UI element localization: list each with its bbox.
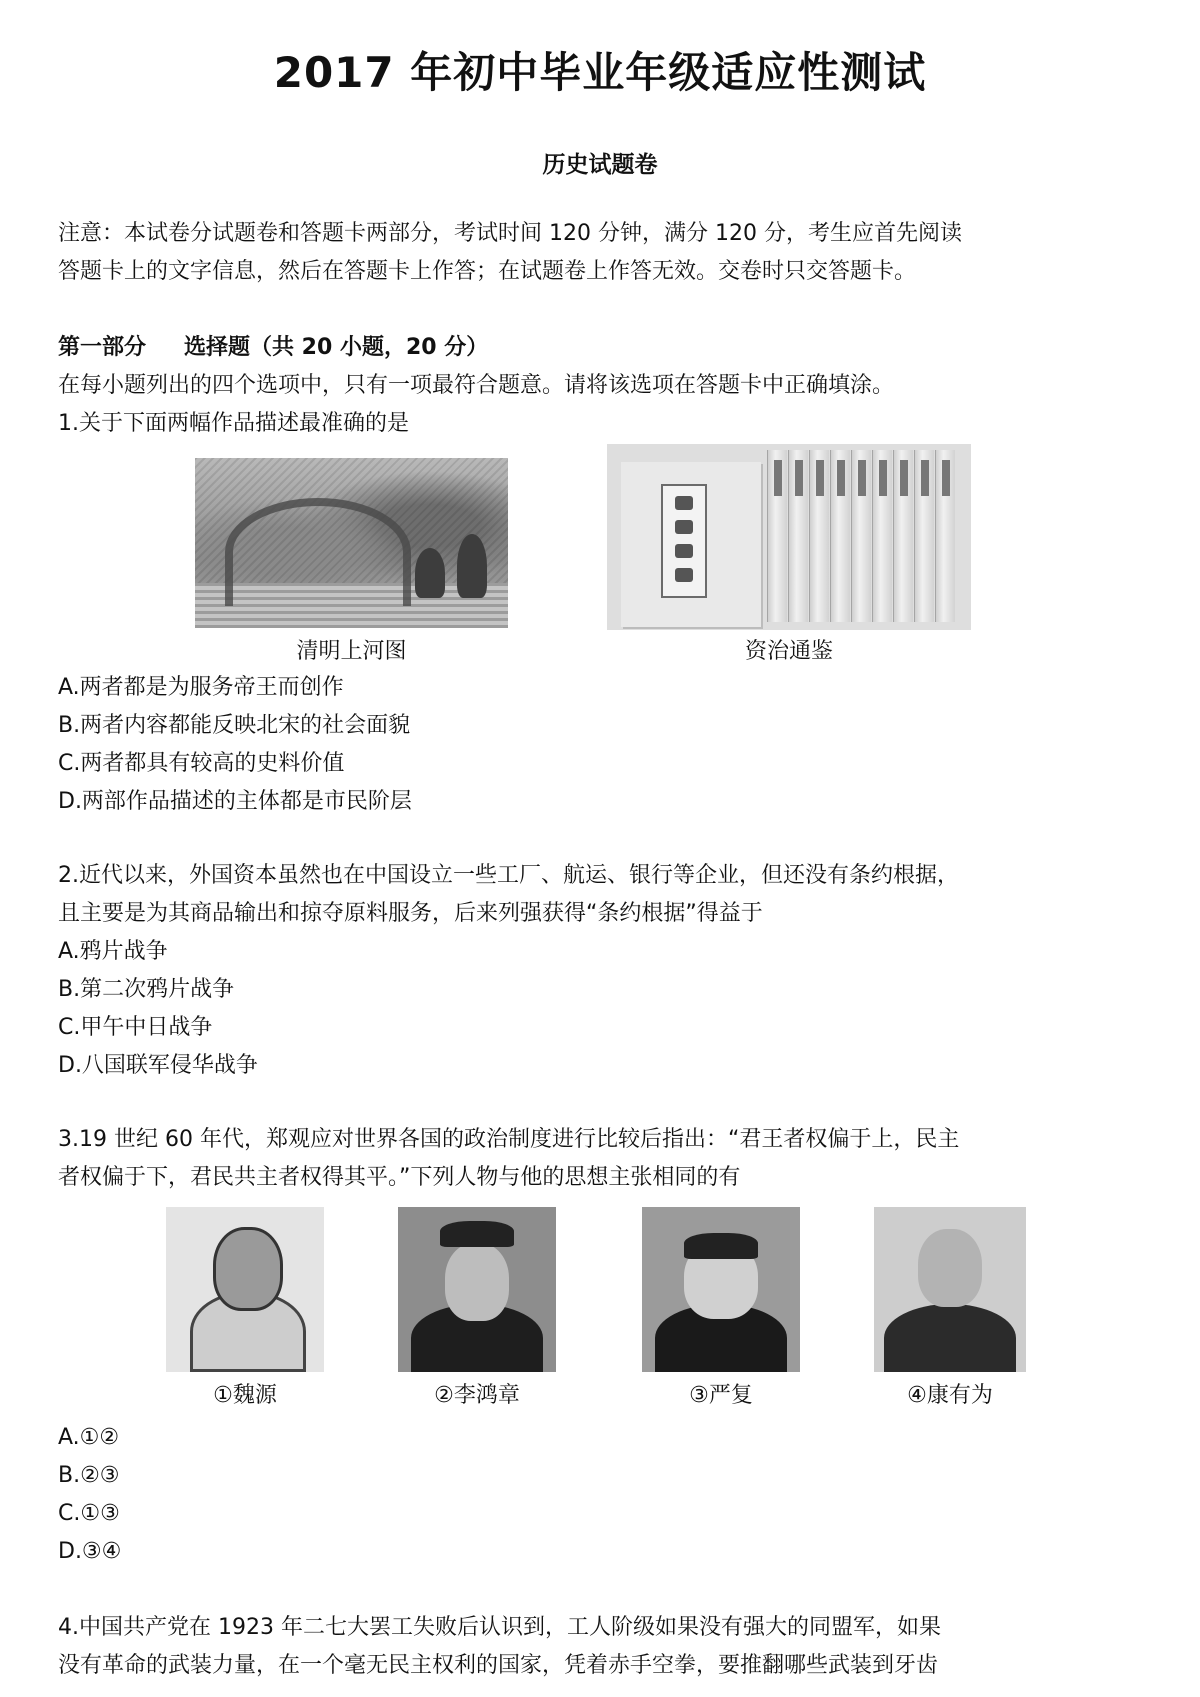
portrait-kang-youwei-image [874, 1207, 1026, 1372]
portrait-hat [684, 1233, 758, 1259]
image-caption: 清明上河图 [296, 639, 407, 664]
portrait-head [445, 1243, 509, 1321]
portrait-body [884, 1304, 1016, 1372]
section-part: 第一部分 [58, 335, 147, 360]
option-a: A.鸦片战争 [58, 939, 168, 964]
question-2-stem-line-1: 2.近代以来，外国资本虽然也在中国设立一些工厂、航运、银行等企业，但还没有条约根据， [58, 863, 959, 888]
image-caption: ①魏源 [213, 1383, 277, 1408]
tree-shape [415, 548, 445, 598]
image-caption: ②李鸿章 [434, 1383, 520, 1408]
option-b: B.两者内容都能反映北宋的社会面貌 [58, 713, 411, 738]
book-title-label [661, 484, 707, 598]
book-cover [621, 462, 761, 627]
notice-line-1: 注意：本试卷分试题卷和答题卡两部分，考试时间 120 分钟，满分 120 分，考生应首先阅读 [58, 221, 962, 246]
qingming-painting-image [195, 458, 508, 628]
option-d: D.八国联军侵华战争 [58, 1053, 258, 1078]
option-d: D.两部作品描述的主体都是市民阶层 [58, 789, 412, 814]
option-b: B.第二次鸦片战争 [58, 977, 235, 1002]
bridge-shape [225, 498, 411, 606]
book-spine [830, 450, 850, 622]
image-caption: ③严复 [689, 1383, 753, 1408]
option-b: B.②③ [58, 1463, 120, 1488]
portrait-wei-yuan-image [166, 1207, 324, 1372]
image-caption: ④康有为 [907, 1383, 993, 1408]
portrait-li-hongzhang-image [398, 1207, 556, 1372]
portrait-head [213, 1227, 283, 1311]
section-instruction: 在每小题列出的四个选项中，只有一项最符合题意。请将该选项在答题卡中正确填涂。 [58, 373, 895, 398]
notice-line-2: 答题卡上的文字信息，然后在答题卡上作答；在试题卷上作答无效。交卷时只交答题卡。 [58, 259, 917, 284]
section-heading [58, 330, 1148, 366]
book-spine [767, 450, 787, 622]
option-a: A.①② [58, 1425, 120, 1450]
option-c: C.两者都具有较高的史料价值 [58, 751, 345, 776]
page-title: 2017 年初中毕业年级适应性测试 [273, 48, 927, 97]
page-subtitle: 历史试题卷 [542, 152, 658, 178]
question-1-stem: 1.关于下面两幅作品描述最准确的是 [58, 411, 409, 436]
book-spine [893, 450, 913, 622]
portrait-hat [440, 1221, 514, 1247]
book-spine [809, 450, 829, 622]
book-spine [914, 450, 934, 622]
question-2-stem-line-2: 且主要是为其商品输出和掠夺原料服务，后来列强获得“条约根据”得益于 [58, 901, 763, 926]
zizhi-tongjian-image [607, 444, 971, 630]
book-spine [788, 450, 808, 622]
tree-shape [457, 534, 487, 598]
option-d: D.③④ [58, 1539, 122, 1564]
image-caption: 资治通鉴 [744, 639, 833, 664]
option-a: A.两者都是为服务帝王而创作 [58, 675, 344, 700]
question-3-stem-line-1: 3.19 世纪 60 年代，郑观应对世界各国的政治制度进行比较后指出：“君王者权偏于上，民主 [58, 1127, 960, 1152]
question-3-stem-line-2: 者权偏于下，君民共主者权得其平。”下列人物与他的思想主张相同的有 [58, 1165, 741, 1190]
book-spine [851, 450, 871, 622]
portrait-head [918, 1229, 982, 1307]
portrait-yan-fu-image [642, 1207, 800, 1372]
option-c: C.甲午中日战争 [58, 1015, 213, 1040]
section-name: 选择题（共 20 小题，20 分） [184, 335, 489, 360]
question-4-stem-line-1: 4.中国共产党在 1923 年二七大罢工失败后认识到，工人阶级如果没有强大的同盟军，如果 [58, 1615, 941, 1640]
book-spine [872, 450, 892, 622]
book-spine [935, 450, 955, 622]
question-4-stem-line-2: 没有革命的武装力量，在一个毫无民主权利的国家，凭着赤手空拳，要推翻哪些武装到牙齿 [58, 1653, 939, 1678]
option-c: C.①③ [58, 1501, 120, 1526]
